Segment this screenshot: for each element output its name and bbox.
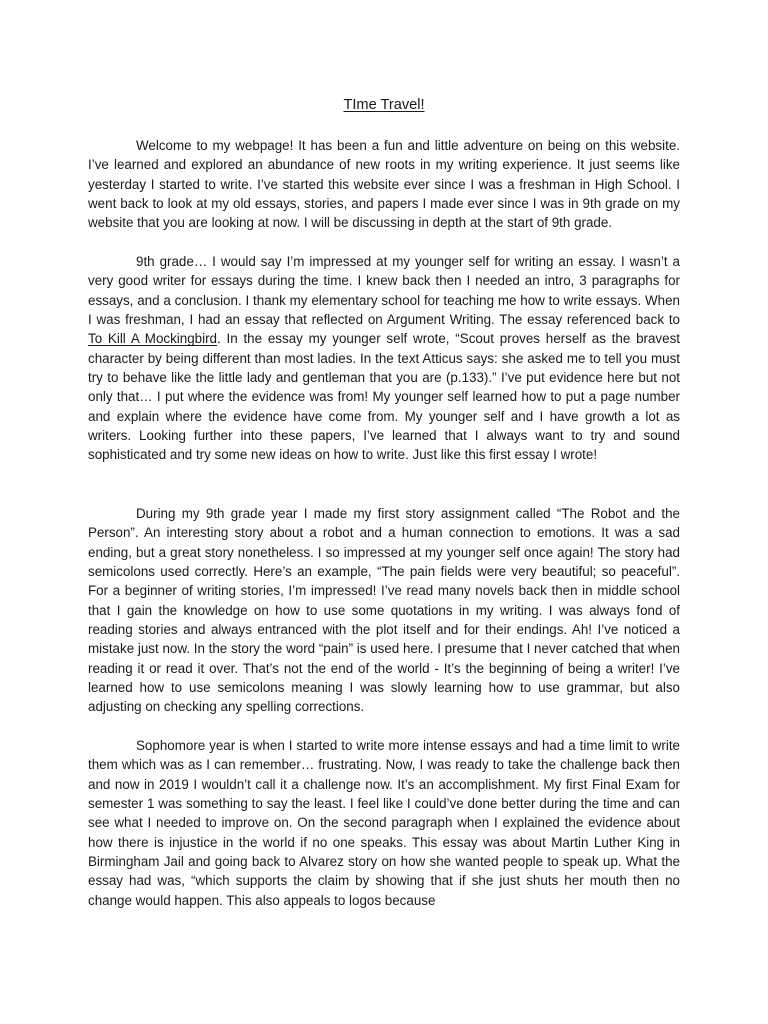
- paragraph-9th-grade-essay: [88, 252, 680, 465]
- paragraph-sophomore-year: Sophomore year is when I started to write more intense essays and had a time limit to write them which was as I can remember… frustrating. Now, I was ready to take the challenge back then and now in 2019 I wouldn’t call it a challenge now. It’s an accomplishment. My first Final Exam for semester 1 was something to say the least. I feel like I could’ve done better during the time and can see what I needed to improve on. On the second paragraph when I explained the evidence about how there is injustice in the world if no one speaks. This essay was about Martin Luther King in Birmingham Jail and going back to Alvarez story on how she wanted people to speak up. What the essay had was, “which supports the claim by showing that if she just shuts her mouth then no change would happen. This also appeals to logos because: [88, 738, 680, 908]
- paragraph-text: . In the essay my younger self wrote, “Scout proves herself as the bravest character by being different than most ladies. In the text Atticus says: she asked me to tell you must try to behave like the little lady and gentleman that you are (p.133).” I’ve put evidence here but not only that… I put where the evidence was from! My younger self learned how to put a page number and explain where the evidence have come from. My younger self and I have growth a lot as writers. Looking further into these papers, I’ve learned that I always want to try and sound sophisticated and try some new ideas on how to write. Just like this first essay I wrote!: [88, 331, 680, 463]
- paragraph-9th-grade-story: During my 9th grade year I made my first story assignment called “The Robot and the Person”. An interesting story about a robot and a human connection to emotions. It was a sad ending, but a great story nonetheless. I so impressed at my younger self once again! The story had semicolons used correctly. Here’s an example, “The pain fields were very beautiful; so peaceful”. For a beginner of writing stories, I’m impressed! I’ve read many novels back then in middle school that I gain the knowledge on how to use some quotations in my writing. I was always fond of reading stories and always entranced with the plot itself and for their endings. Ah! I’ve noticed a mistake just now. In the story the word “pain” is used here. I presume that I never catched that when reading it or read it over. That’s not the end of the world - It’s the beginning of being a writer! I’ve learned how to use semicolons meaning I was slowly learning how to use grammar, but also adjusting on checking any spelling corrections.: [88, 506, 680, 715]
- page-title: TIme Travel!: [343, 97, 425, 113]
- book-title-link: To Kill A Mockingbird: [88, 331, 217, 347]
- document-page: [88, 0, 680, 1024]
- paragraph-text: 9th grade… I would say I’m impressed at my younger self for writing an essay. I wasn’t a very good writer for essays during the time. I knew back then I needed an intro, 3 paragraphs for essays, and a conclusion. I thank my elementary school for teaching me how to write essays. When I was freshman, I had an essay that reflected on Argument Writing. The essay referenced back to: [88, 254, 680, 328]
- paragraph-intro: Welcome to my webpage! It has been a fun and little adventure on being on this website. I’ve learned and explored an abundance of new roots in my writing experience. It just seems like yesterday I started to write. I’ve started this website ever since I was a freshman in High School. I went back to look at my old essays, stories, and papers I made ever since I was in 9th grade on my website that you are looking at now. I will be discussing in depth at the start of 9th grade.: [88, 138, 680, 231]
